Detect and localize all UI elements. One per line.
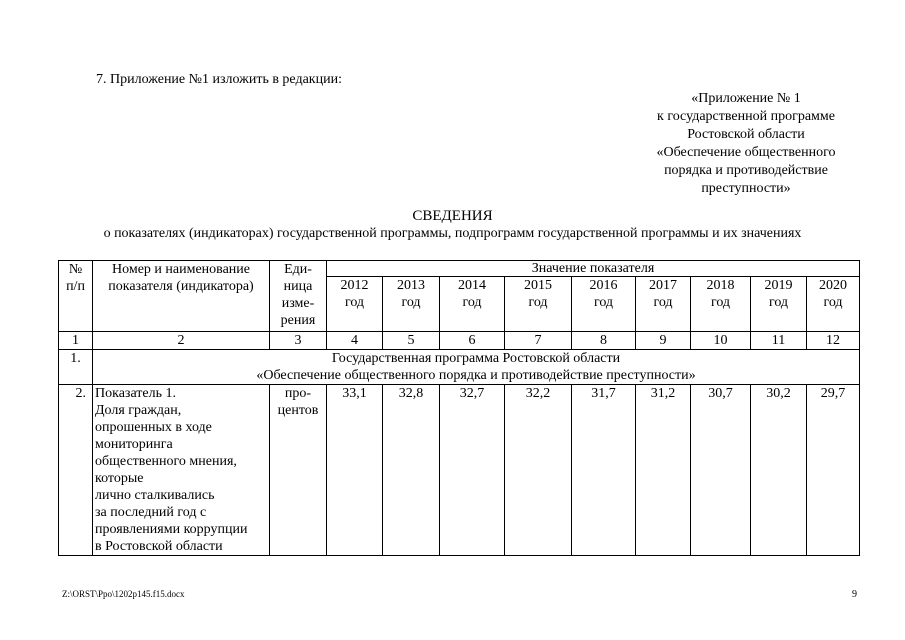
intro-text: 7. Приложение №1 изложить в редакции:: [96, 72, 342, 87]
appendix-line: «Обеспечение общественного: [656, 145, 836, 160]
indicator-value: 31,7: [572, 385, 636, 556]
column-number: 2: [93, 332, 270, 350]
header-name: Номер и наименование показателя (индикатора): [93, 261, 270, 332]
appendix-line: преступности»: [701, 181, 791, 196]
indicator-row: [59, 385, 860, 556]
column-number: 12: [807, 332, 860, 350]
column-number: 9: [636, 332, 691, 350]
appendix-line: порядка и противодействие: [664, 163, 828, 178]
column-number: 7: [505, 332, 572, 350]
column-number: 10: [691, 332, 751, 350]
column-number: 1: [59, 332, 93, 350]
header-unit: Еди- ница изме- рения: [270, 261, 327, 332]
indicator-value: 29,7: [807, 385, 860, 556]
document-subtitle: о показателях (индикаторах) государственной программы, подпрограмм государственной программы и их значениях: [103, 226, 802, 241]
header-num: № п/п: [59, 261, 93, 332]
indicator-number: 2.: [59, 385, 93, 556]
year-cell: 2015 год: [505, 277, 572, 332]
appendix-line: Ростовской области: [687, 127, 805, 142]
indicators-table: [58, 260, 860, 556]
appendix-line: «Приложение № 1: [691, 91, 801, 106]
appendix-reference: [628, 90, 864, 198]
indicator-value: 32,7: [440, 385, 505, 556]
column-number: 6: [440, 332, 505, 350]
indicator-value: 30,2: [751, 385, 807, 556]
indicator-value: 30,7: [691, 385, 751, 556]
indicator-value: 31,2: [636, 385, 691, 556]
program-number: 1.: [59, 350, 93, 385]
program-title: Государственная программа Ростовской области «Обеспечение общественного порядка и противодействие преступности»: [93, 350, 860, 385]
year-cell: 2013 год: [383, 277, 440, 332]
appendix-line: к государственной программе: [657, 109, 835, 124]
column-numbers-row: [59, 332, 860, 350]
year-cell: 2014 год: [440, 277, 505, 332]
indicator-name: Показатель 1. Доля граждан, опрошенных в ходе мониторинга общественного мнения, которые лично сталкивались за последний год с проявлениями коррупции в Ростовской области: [93, 385, 270, 556]
indicator-value: 32,8: [383, 385, 440, 556]
year-cell: 2019 год: [751, 277, 807, 332]
document-heading: [0, 208, 905, 242]
column-number: 11: [751, 332, 807, 350]
year-cell: 2012 год: [327, 277, 383, 332]
program-row: [59, 350, 860, 385]
header-value: Значение показателя: [327, 261, 860, 277]
indicator-value: 32,2: [505, 385, 572, 556]
column-number: 4: [327, 332, 383, 350]
year-cell: 2018 год: [691, 277, 751, 332]
file-path: Z:\ORST\Ppo\1202p145.f15.docx: [62, 589, 185, 599]
header-row: [59, 261, 860, 277]
document-title: СВЕДЕНИЯ: [412, 208, 493, 224]
column-number: 3: [270, 332, 327, 350]
year-cell: 2016 год: [572, 277, 636, 332]
indicator-unit: про- центов: [270, 385, 327, 556]
indicator-value: 33,1: [327, 385, 383, 556]
page-number: 9: [852, 589, 857, 600]
column-number: 5: [383, 332, 440, 350]
year-cell: 2017 год: [636, 277, 691, 332]
column-number: 8: [572, 332, 636, 350]
year-cell: 2020 год: [807, 277, 860, 332]
